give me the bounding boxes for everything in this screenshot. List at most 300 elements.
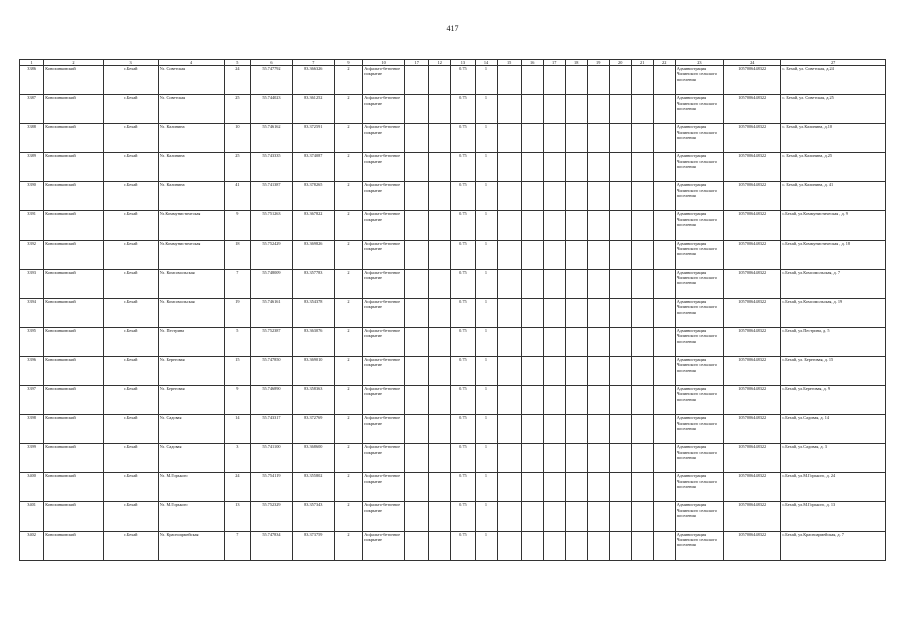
table-cell: [521, 240, 543, 269]
table-cell: 13: [224, 502, 250, 531]
table-row: [20, 124, 886, 153]
table-cell: Конохинковский: [44, 269, 103, 298]
table-cell: 55.747834: [251, 531, 293, 560]
table-cell: 1: [475, 386, 497, 415]
table-cell: 55.743317: [251, 415, 293, 444]
table-cell: [405, 66, 429, 95]
table-cell: 3387: [20, 95, 44, 124]
table-cell: [497, 182, 521, 211]
table-cell: [543, 95, 565, 124]
table-cell: 3402: [20, 531, 44, 560]
column-header: 12: [429, 60, 451, 66]
table-cell: [543, 327, 565, 356]
table-cell: [587, 444, 609, 473]
table-cell: [405, 327, 429, 356]
table-cell: 83.366326: [292, 66, 334, 95]
table-cell: 83.369826: [292, 240, 334, 269]
column-header: 5: [224, 60, 250, 66]
table-cell: [543, 386, 565, 415]
table-cell: 24: [224, 66, 250, 95]
table-cell: 0.75: [451, 182, 475, 211]
column-header: 27: [781, 60, 886, 66]
table-cell: 1: [475, 66, 497, 95]
table-cell: с.Бехай: [103, 531, 158, 560]
table-cell: [521, 473, 543, 502]
column-header: 10: [363, 60, 405, 66]
table-cell: [631, 124, 653, 153]
table-cell: [543, 356, 565, 385]
table-cell: Асфальто-бетонное покрытие: [363, 298, 405, 327]
table-cell: [521, 182, 543, 211]
table-cell: 9: [224, 386, 250, 415]
table-cell: 3391: [20, 211, 44, 240]
table-cell: 55.747792: [251, 66, 293, 95]
table-cell: [587, 124, 609, 153]
table-cell: Асфальто-бетонное покрытие: [363, 502, 405, 531]
table-cell: Ул. Советская: [158, 66, 224, 95]
table-cell: Администрация Чилинского сельского поселения: [675, 415, 723, 444]
table-cell: 3399: [20, 444, 44, 473]
table-cell: Конохинковский: [44, 415, 103, 444]
table-cell: [587, 386, 609, 415]
table-cell: 1057006448322: [724, 124, 781, 153]
table-cell: 2: [334, 531, 363, 560]
table-cell: [497, 124, 521, 153]
table-row: [20, 356, 886, 385]
table-cell: [543, 240, 565, 269]
table-cell: 2: [334, 269, 363, 298]
table-cell: [565, 444, 587, 473]
table-cell: с.Бехай, ул.Красноармейская, д. 7: [781, 531, 886, 560]
table-cell: 2: [334, 95, 363, 124]
table-cell: 3393: [20, 269, 44, 298]
table-cell: 1057006448322: [724, 240, 781, 269]
table-cell: [405, 124, 429, 153]
table-cell: 2: [334, 444, 363, 473]
table-cell: 3395: [20, 327, 44, 356]
table-cell: [429, 269, 451, 298]
table-row: [20, 211, 886, 240]
table-cell: 1057006448322: [724, 386, 781, 415]
table-cell: 1057006448322: [724, 356, 781, 385]
table-cell: Ул. Комсомольская: [158, 298, 224, 327]
table-cell: 83.358363: [292, 386, 334, 415]
table-cell: [631, 182, 653, 211]
table-row: [20, 473, 886, 502]
table-cell: [521, 356, 543, 385]
table-cell: Ул. Советская: [158, 95, 224, 124]
table-cell: 55.748009: [251, 269, 293, 298]
table-cell: [497, 269, 521, 298]
table-cell: Ул. Калинина: [158, 124, 224, 153]
table-cell: [565, 415, 587, 444]
table-cell: [631, 502, 653, 531]
table-cell: [429, 95, 451, 124]
table-cell: 3392: [20, 240, 44, 269]
table-cell: Асфальто-бетонное покрытие: [363, 124, 405, 153]
table-cell: 10: [224, 124, 250, 153]
table-row: [20, 415, 886, 444]
column-header: 6: [251, 60, 293, 66]
table-cell: Конохинковский: [44, 502, 103, 531]
table-cell: [587, 211, 609, 240]
table-cell: 0.75: [451, 66, 475, 95]
table-cell: 3394: [20, 298, 44, 327]
column-header: 3: [103, 60, 158, 66]
table-row: [20, 502, 886, 531]
column-header: 21: [631, 60, 653, 66]
table-cell: 7: [224, 269, 250, 298]
table-cell: 83.357783: [292, 269, 334, 298]
table-cell: Конохинковский: [44, 531, 103, 560]
table-cell: [543, 444, 565, 473]
table-cell: [405, 444, 429, 473]
table-cell: Асфальто-бетонное покрытие: [363, 444, 405, 473]
table-cell: [565, 153, 587, 182]
column-header: 17: [543, 60, 565, 66]
table-cell: 14: [224, 415, 250, 444]
table-cell: 1: [475, 95, 497, 124]
table-cell: [543, 182, 565, 211]
table-cell: [631, 211, 653, 240]
table-cell: [543, 66, 565, 95]
table-cell: [521, 327, 543, 356]
table-cell: с.Бехай: [103, 386, 158, 415]
table-cell: [565, 182, 587, 211]
table-cell: [587, 95, 609, 124]
table-cell: 3398: [20, 415, 44, 444]
table-cell: [543, 415, 565, 444]
table-cell: Ул. Садовая: [158, 415, 224, 444]
table-cell: [587, 298, 609, 327]
table-cell: 1: [475, 269, 497, 298]
table-cell: Конохинковский: [44, 356, 103, 385]
table-cell: с.Бехай: [103, 473, 158, 502]
table-cell: 7: [224, 531, 250, 560]
table-cell: 9: [224, 211, 250, 240]
table-cell: [405, 386, 429, 415]
table-cell: 1057006448322: [724, 66, 781, 95]
table-cell: Администрация Чилинского сельского поселения: [675, 211, 723, 240]
table-cell: 0.75: [451, 95, 475, 124]
table-cell: [653, 386, 675, 415]
table-cell: 25: [224, 95, 250, 124]
table-cell: 1057006448322: [724, 473, 781, 502]
table-cell: [653, 211, 675, 240]
table-cell: 2: [334, 386, 363, 415]
table-cell: 1: [475, 444, 497, 473]
table-cell: 3401: [20, 502, 44, 531]
table-cell: с.Бехай, ул.Коммунистическая , д. 18: [781, 240, 886, 269]
table-cell: 55.743335: [251, 153, 293, 182]
table-cell: Асфальто-бетонное покрытие: [363, 153, 405, 182]
table-cell: Асфальто-бетонное покрытие: [363, 327, 405, 356]
table-cell: 1057006448322: [724, 298, 781, 327]
table-cell: 1: [475, 240, 497, 269]
table-cell: с.Бехай, ул.Комсомольская, д. 7: [781, 269, 886, 298]
table-cell: 1057006448322: [724, 415, 781, 444]
table-cell: [565, 95, 587, 124]
table-cell: 15: [224, 356, 250, 385]
table-cell: [609, 182, 631, 211]
table-cell: 83.373759: [292, 531, 334, 560]
table-cell: Ул. Береговая: [158, 386, 224, 415]
table-cell: Администрация Чилинского сельского поселения: [675, 473, 723, 502]
table-row: [20, 66, 886, 95]
table-cell: с.Бехай: [103, 415, 158, 444]
table-cell: [631, 386, 653, 415]
table-cell: [405, 240, 429, 269]
table-cell: 0.75: [451, 473, 475, 502]
table-cell: [565, 356, 587, 385]
table-cell: [497, 95, 521, 124]
table-cell: 1: [475, 473, 497, 502]
table-cell: 83.363076: [292, 327, 334, 356]
table-cell: [521, 153, 543, 182]
table-cell: 1057006448322: [724, 211, 781, 240]
table-cell: 0.75: [451, 444, 475, 473]
table-cell: 1057006448322: [724, 502, 781, 531]
table-cell: 2: [334, 66, 363, 95]
table-cell: [653, 356, 675, 385]
table-cell: 1: [475, 182, 497, 211]
table-cell: 1: [475, 415, 497, 444]
column-header: 22: [653, 60, 675, 66]
table-cell: с.Бехай: [103, 211, 158, 240]
table-cell: [653, 502, 675, 531]
table-cell: [609, 327, 631, 356]
table-cell: 55.746890: [251, 386, 293, 415]
table-cell: [609, 124, 631, 153]
table-cell: [609, 153, 631, 182]
table-cell: [587, 502, 609, 531]
table-cell: с.Бехай: [103, 502, 158, 531]
table-cell: 83.354378: [292, 298, 334, 327]
table-cell: [521, 502, 543, 531]
table-cell: 55.754119: [251, 473, 293, 502]
table-cell: [565, 124, 587, 153]
table-cell: [543, 502, 565, 531]
table-cell: [653, 269, 675, 298]
table-cell: 55.751263: [251, 211, 293, 240]
table-cell: 83.378265: [292, 182, 334, 211]
table-cell: Асфальто-бетонное покрытие: [363, 415, 405, 444]
table-cell: [609, 473, 631, 502]
table-cell: [429, 473, 451, 502]
table-row: [20, 531, 886, 560]
table-cell: 1: [475, 153, 497, 182]
table-cell: 24: [224, 473, 250, 502]
table-cell: [609, 66, 631, 95]
table-cell: Конохинковский: [44, 182, 103, 211]
table-cell: [429, 211, 451, 240]
table-cell: [587, 66, 609, 95]
table-cell: Конохинковский: [44, 153, 103, 182]
table-cell: с. Бехай, ул.Калинина, д. 41: [781, 182, 886, 211]
table-cell: [497, 531, 521, 560]
table-cell: [609, 95, 631, 124]
table-cell: 2: [334, 240, 363, 269]
table-row: [20, 269, 886, 298]
table-cell: Конохинковский: [44, 473, 103, 502]
table-cell: с.Бехай: [103, 240, 158, 269]
table-cell: Администрация Чилинского сельского поселения: [675, 386, 723, 415]
table-cell: [405, 211, 429, 240]
table-cell: Ул. Комсомольская: [158, 269, 224, 298]
table-cell: 3390: [20, 182, 44, 211]
column-header: 7: [292, 60, 334, 66]
table-cell: [609, 386, 631, 415]
table-cell: [631, 444, 653, 473]
table-cell: 2: [334, 153, 363, 182]
table-cell: Администрация Чилинского сельского поселения: [675, 356, 723, 385]
table-cell: 0.75: [451, 269, 475, 298]
table-cell: 55.752429: [251, 240, 293, 269]
table-cell: [565, 473, 587, 502]
table-cell: [565, 240, 587, 269]
table-cell: [653, 66, 675, 95]
column-header: 9: [334, 60, 363, 66]
table-cell: 1: [475, 327, 497, 356]
table-cell: [565, 531, 587, 560]
table-cell: [587, 473, 609, 502]
table-cell: 55.746162: [251, 124, 293, 153]
table-cell: [609, 356, 631, 385]
table-cell: 83.372591: [292, 124, 334, 153]
table-cell: Администрация Чилинского сельского поселения: [675, 269, 723, 298]
table-cell: Ул.Коммунистическая: [158, 240, 224, 269]
table-cell: 55.746161: [251, 298, 293, 327]
table-cell: 19: [224, 298, 250, 327]
table-cell: 55.752329: [251, 502, 293, 531]
table-cell: 83.367822: [292, 211, 334, 240]
table-cell: 3: [224, 444, 250, 473]
table-cell: [543, 298, 565, 327]
table-cell: [405, 415, 429, 444]
table-cell: Асфальто-бетонное покрытие: [363, 95, 405, 124]
table-cell: [521, 66, 543, 95]
table-cell: Асфальто-бетонное покрытие: [363, 66, 405, 95]
table-cell: 1: [475, 124, 497, 153]
table-cell: Ул. Пестрина: [158, 327, 224, 356]
register-table: [19, 59, 886, 561]
table-cell: [521, 269, 543, 298]
table-cell: с.Бехай, ул.Садовая, д. 14: [781, 415, 886, 444]
table-cell: 2: [334, 415, 363, 444]
table-cell: 1057006448322: [724, 95, 781, 124]
table-cell: [497, 502, 521, 531]
table-row: [20, 153, 886, 182]
table-cell: [429, 356, 451, 385]
table-cell: 55.741100: [251, 444, 293, 473]
table-cell: 55.747850: [251, 356, 293, 385]
table-cell: Асфальто-бетонное покрытие: [363, 182, 405, 211]
table-cell: с.Бехай: [103, 298, 158, 327]
table-cell: [543, 531, 565, 560]
table-cell: [565, 327, 587, 356]
table-cell: 1057006448322: [724, 269, 781, 298]
table-cell: 0.75: [451, 211, 475, 240]
table-cell: [429, 182, 451, 211]
table-cell: с.Бехай, ул.Садовая, д. 3: [781, 444, 886, 473]
table-cell: с.Бехай, ул. Береговая, д. 15: [781, 356, 886, 385]
table-cell: [587, 327, 609, 356]
table-cell: [497, 327, 521, 356]
table-cell: [609, 444, 631, 473]
table-cell: Администрация Чилинского сельского поселения: [675, 298, 723, 327]
table-cell: [543, 473, 565, 502]
table-cell: 0.75: [451, 124, 475, 153]
table-row: [20, 327, 886, 356]
table-cell: Конохинковский: [44, 124, 103, 153]
table-cell: [405, 95, 429, 124]
table-cell: [497, 356, 521, 385]
table-cell: [429, 386, 451, 415]
table-cell: 2: [334, 211, 363, 240]
table-cell: [497, 211, 521, 240]
table-cell: 2: [334, 327, 363, 356]
table-cell: [543, 211, 565, 240]
table-cell: [631, 240, 653, 269]
table-cell: [631, 356, 653, 385]
table-cell: [653, 182, 675, 211]
table-cell: с.Бехай: [103, 153, 158, 182]
table-cell: [653, 153, 675, 182]
table-cell: [429, 415, 451, 444]
table-cell: с. Бехай, ул.Калинина, д.25: [781, 153, 886, 182]
table-cell: [521, 298, 543, 327]
table-cell: [429, 327, 451, 356]
table-cell: 55.744023: [251, 95, 293, 124]
table-cell: [429, 502, 451, 531]
table-cell: 1057006448322: [724, 531, 781, 560]
table-cell: 3396: [20, 356, 44, 385]
table-cell: [565, 211, 587, 240]
column-header: 16: [521, 60, 543, 66]
table-cell: [521, 211, 543, 240]
table-cell: 2: [334, 502, 363, 531]
table-cell: [405, 531, 429, 560]
table-cell: с.Бехай, ул.Пестрина, д. 5: [781, 327, 886, 356]
table-cell: 1057006448322: [724, 327, 781, 356]
table-cell: [609, 502, 631, 531]
column-header: 1: [20, 60, 44, 66]
table-cell: [587, 356, 609, 385]
table-cell: [653, 531, 675, 560]
table-cell: [631, 153, 653, 182]
table-cell: [521, 386, 543, 415]
table-cell: [497, 473, 521, 502]
table-cell: 5: [224, 327, 250, 356]
column-header: 2: [44, 60, 103, 66]
table-cell: с. Бехай, ул. Советская, д.25: [781, 95, 886, 124]
table-cell: 0.75: [451, 356, 475, 385]
table-cell: 2: [334, 182, 363, 211]
table-cell: Администрация Чилинского сельского поселения: [675, 153, 723, 182]
table-cell: 2: [334, 473, 363, 502]
table-cell: [565, 66, 587, 95]
table-cell: [497, 444, 521, 473]
table-cell: [631, 95, 653, 124]
table-cell: 1: [475, 356, 497, 385]
table-cell: [631, 298, 653, 327]
table-cell: Администрация Чилинского сельского поселения: [675, 182, 723, 211]
table-cell: [521, 531, 543, 560]
table-cell: 3388: [20, 124, 44, 153]
table-cell: 0.75: [451, 240, 475, 269]
table-cell: [609, 211, 631, 240]
table-cell: 0.75: [451, 531, 475, 560]
